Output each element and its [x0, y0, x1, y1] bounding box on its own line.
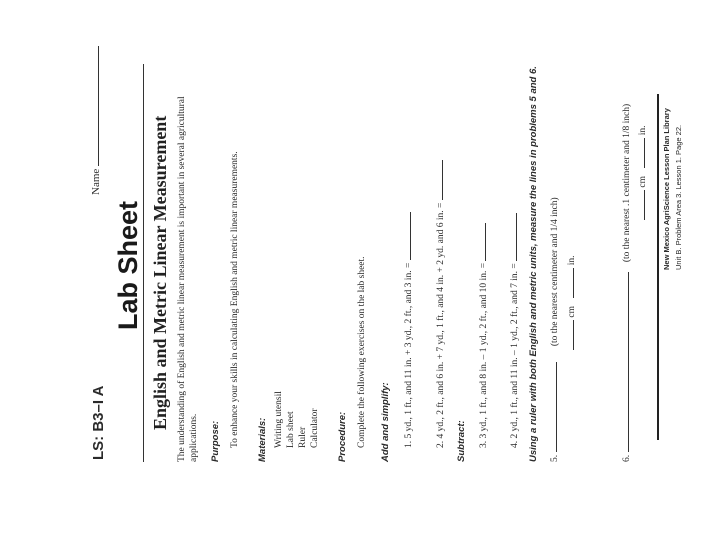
problem-1 — [400, 212, 414, 448]
problem-3 — [475, 223, 489, 448]
answer-blank[interactable] — [400, 212, 411, 260]
problem-text: 5 yd., 1 ft., and 11 in. + 3 yd., 2 ft., and 3 in. = — [404, 262, 414, 439]
cm-unit: cm — [567, 306, 577, 318]
problem-number: 2. — [436, 440, 446, 448]
name-blank — [88, 46, 99, 166]
problem-4 — [506, 213, 520, 448]
footer-line-2: Unit B. Problem Area 3. Lesson 1. Page 22. — [674, 124, 683, 270]
ruler-heading: Using a ruler with both English and metric units, measure the lines in problems 5 and 6. — [528, 66, 539, 462]
problem-2 — [432, 160, 446, 448]
in-blank[interactable] — [634, 138, 645, 168]
problem-note: (to the nearest centimeter and 1/4 inch) — [550, 197, 560, 347]
purpose-text: To enhance your skills in calculating English and metric linear measurements. — [230, 151, 240, 448]
problem-5-answer — [563, 256, 577, 351]
problem-text: 4 yd., 2 ft., and 6 in. + 7 yd., 1 ft., and 4 in. + 2 yd. and 6 in. = — [436, 202, 446, 439]
purpose-heading: Purpose: — [210, 420, 221, 462]
name-field — [88, 46, 102, 195]
cm-unit: cm — [638, 176, 648, 188]
problem-number: 5. — [550, 454, 560, 462]
page-subtitle: English and Metric Linear Measurement — [150, 115, 170, 430]
lesson-code: LS: B3–I A — [90, 385, 107, 460]
name-label: Name — [90, 168, 102, 195]
material-item: Calculator — [310, 408, 320, 448]
intro-line-1: The understanding of English and metric linear measurement is important in several agricultural — [177, 96, 187, 462]
intro-line-2: applications. — [189, 413, 199, 462]
material-item: Lab sheet — [286, 411, 296, 448]
title-rule — [143, 64, 144, 462]
procedure-heading: Procedure: — [337, 411, 348, 462]
problem-6-answer — [634, 126, 648, 221]
procedure-text: Complete the following exercises on the lab sheet. — [357, 256, 367, 448]
problem-5 — [546, 197, 560, 462]
subtract-heading: Subtract: — [456, 420, 467, 462]
measure-line-6 — [618, 273, 629, 453]
problem-text: 2 yd., 1 ft., and 11 in. – 1 yd., 2 ft., and 7 in. = — [510, 263, 520, 439]
materials-heading: Materials: — [257, 417, 268, 462]
footer-line-1: New Mexico AgriScience Lesson Plan Library — [662, 108, 671, 270]
in-unit: in. — [638, 125, 648, 136]
answer-blank[interactable] — [475, 223, 486, 261]
cm-blank[interactable] — [634, 190, 645, 220]
problem-6 — [618, 104, 632, 462]
problem-number: 4. — [510, 440, 520, 448]
problem-number: 1. — [404, 440, 414, 448]
problem-note: (to the nearest .1 centimeter and 1/8 inch) — [622, 103, 632, 263]
material-item: Writing utensil — [274, 391, 284, 448]
measure-line-5 — [546, 363, 557, 453]
in-blank[interactable] — [563, 268, 574, 298]
material-item: Ruler — [298, 426, 308, 448]
answer-blank[interactable] — [432, 160, 443, 200]
problem-number: 3. — [479, 440, 489, 448]
problem-number: 6. — [622, 454, 632, 462]
cm-blank[interactable] — [563, 320, 574, 350]
problem-text: 3 yd., 1 ft., and 8 in. – 1 yd., 2 ft., and 10 in. = — [479, 262, 489, 439]
footer-rule — [657, 94, 659, 440]
page-title: Lab Sheet — [113, 200, 143, 330]
add-heading: Add and simplify: — [380, 382, 391, 462]
answer-blank[interactable] — [506, 213, 517, 261]
in-unit: in. — [567, 255, 577, 266]
